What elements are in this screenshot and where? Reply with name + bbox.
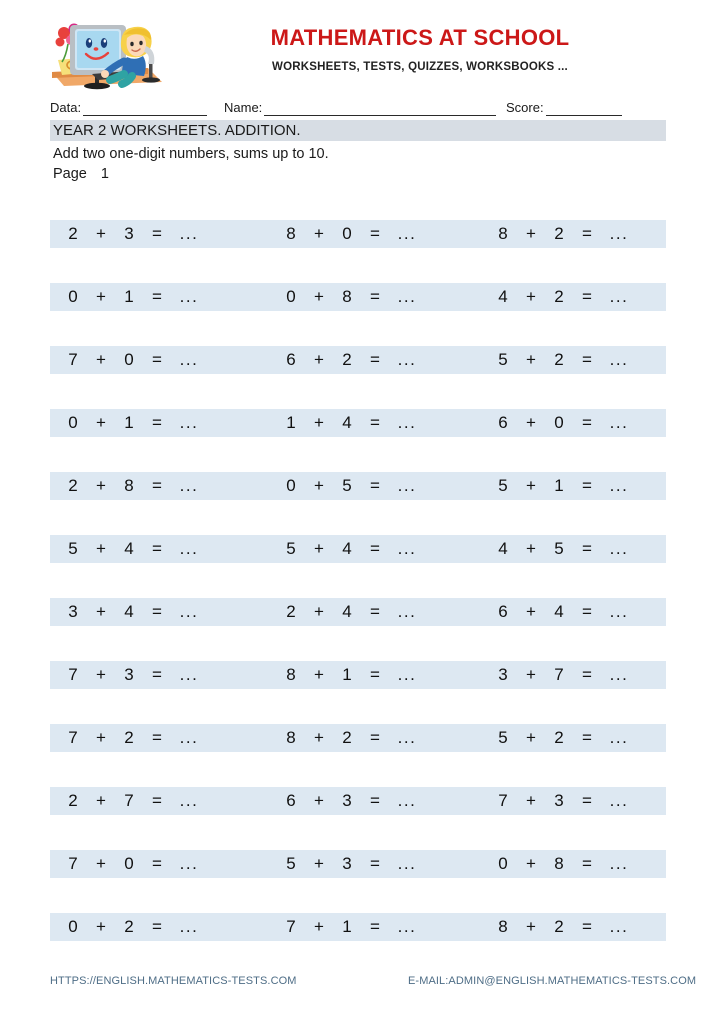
second-operand: 0 [342,224,352,243]
equals-sign: = [152,728,162,747]
addition-problem [278,598,424,626]
plus-sign: + [96,917,106,936]
equals-sign: = [152,350,162,369]
answer-blank[interactable]: ... [397,350,417,369]
second-operand: 0 [124,350,134,369]
second-operand: 2 [124,917,134,936]
problem-grid [50,220,666,976]
plus-sign: + [314,350,324,369]
second-operand: 4 [124,539,134,558]
second-operand: 3 [124,224,134,243]
answer-blank[interactable]: ... [179,539,199,558]
problem-row [50,850,666,878]
second-operand: 1 [342,917,352,936]
answer-blank[interactable]: ... [609,350,629,369]
first-operand: 5 [498,728,508,747]
answer-blank[interactable]: ... [179,413,199,432]
addition-problem [278,913,424,941]
equals-sign: = [370,854,380,873]
second-operand: 8 [124,476,134,495]
addition-problem [490,913,636,941]
answer-blank[interactable]: ... [397,539,417,558]
second-operand: 4 [124,602,134,621]
problem-row [50,346,666,374]
problem-row [50,283,666,311]
answer-blank[interactable]: ... [179,224,199,243]
second-operand: 2 [124,728,134,747]
plus-sign: + [314,665,324,684]
plus-sign: + [314,854,324,873]
worksheet-heading: YEAR 2 WORKSHEETS. ADDITION. [53,122,301,139]
answer-blank[interactable]: ... [609,917,629,936]
plus-sign: + [314,602,324,621]
plus-sign: + [314,728,324,747]
second-operand: 3 [342,854,352,873]
first-operand: 5 [498,476,508,495]
addition-problem [278,661,424,689]
second-operand: 1 [342,665,352,684]
first-operand: 1 [286,413,296,432]
equals-sign: = [582,791,592,810]
equals-sign: = [152,413,162,432]
equals-sign: = [370,413,380,432]
equals-sign: = [370,476,380,495]
plus-sign: + [96,791,106,810]
page-subtitle: WORKSHEETS, TESTS, QUIZZES, WORKSBOOKS ... [272,61,568,73]
addition-problem [278,346,424,374]
first-operand: 2 [68,791,78,810]
addition-problem [60,787,206,815]
child-at-computer-logo [44,16,168,92]
plus-sign: + [314,476,324,495]
addition-problem [490,598,636,626]
addition-problem [60,220,206,248]
addition-problem [60,913,206,941]
name-label: Name: [224,100,263,115]
second-operand: 4 [342,539,352,558]
equals-sign: = [152,917,162,936]
first-operand: 6 [498,602,508,621]
addition-problem [60,472,206,500]
answer-blank[interactable]: ... [397,791,417,810]
plus-sign: + [96,728,106,747]
first-operand: 0 [68,917,78,936]
date-label: Data: [50,100,82,115]
answer-blank[interactable]: ... [609,602,629,621]
answer-blank[interactable]: ... [179,917,199,936]
first-operand: 3 [68,602,78,621]
plus-sign: + [96,539,106,558]
first-operand: 7 [498,791,508,810]
plus-sign: + [526,539,536,558]
plus-sign: + [96,287,106,306]
second-operand: 4 [342,413,352,432]
second-operand: 3 [342,791,352,810]
plus-sign: + [526,224,536,243]
answer-blank[interactable]: ... [609,665,629,684]
answer-blank[interactable]: ... [397,602,417,621]
second-operand: 1 [554,476,564,495]
second-operand: 5 [554,539,564,558]
addition-problem [490,724,636,752]
equals-sign: = [152,539,162,558]
addition-problem [490,409,636,437]
answer-blank[interactable]: ... [609,476,629,495]
answer-blank[interactable]: ... [179,665,199,684]
plus-sign: + [526,728,536,747]
second-operand: 1 [124,413,134,432]
equals-sign: = [152,854,162,873]
plus-sign: + [96,854,106,873]
answer-blank[interactable]: ... [397,224,417,243]
name-field[interactable] [224,100,496,116]
plus-sign: + [526,854,536,873]
equals-sign: = [370,602,380,621]
first-operand: 0 [68,413,78,432]
plus-sign: + [526,917,536,936]
answer-blank[interactable]: ... [609,728,629,747]
page-indicator [53,165,109,183]
plus-sign: + [96,476,106,495]
problem-row [50,472,666,500]
first-operand: 5 [498,350,508,369]
plus-sign: + [314,224,324,243]
addition-problem [60,283,206,311]
equals-sign: = [152,791,162,810]
plus-sign: + [96,602,106,621]
plus-sign: + [96,665,106,684]
answer-blank[interactable]: ... [609,413,629,432]
first-operand: 8 [498,224,508,243]
plus-sign: + [96,224,106,243]
answer-blank[interactable]: ... [397,413,417,432]
problem-row [50,661,666,689]
answer-blank[interactable]: ... [609,791,629,810]
addition-problem [60,535,206,563]
problem-row [50,409,666,437]
equals-sign: = [370,287,380,306]
addition-problem [278,283,424,311]
second-operand: 3 [124,665,134,684]
answer-blank[interactable]: ... [179,350,199,369]
addition-problem [60,346,206,374]
second-operand: 2 [554,224,564,243]
addition-problem [278,472,424,500]
first-operand: 6 [286,791,296,810]
addition-problem [490,472,636,500]
answer-blank[interactable]: ... [609,287,629,306]
plus-sign: + [526,476,536,495]
answer-blank[interactable]: ... [179,728,199,747]
equals-sign: = [152,224,162,243]
equals-sign: = [370,917,380,936]
answer-blank[interactable]: ... [397,917,417,936]
answer-blank[interactable]: ... [397,287,417,306]
plus-sign: + [314,539,324,558]
second-operand: 4 [342,602,352,621]
problem-row [50,535,666,563]
equals-sign: = [582,413,592,432]
second-operand: 0 [554,413,564,432]
addition-problem [60,661,206,689]
equals-sign: = [582,854,592,873]
equals-sign: = [582,728,592,747]
score-field[interactable] [506,100,622,116]
answer-blank[interactable]: ... [179,791,199,810]
equals-sign: = [370,791,380,810]
second-operand: 0 [124,854,134,873]
answer-blank[interactable]: ... [397,665,417,684]
equals-sign: = [582,287,592,306]
plus-sign: + [96,413,106,432]
plus-sign: + [96,350,106,369]
score-label: Score: [506,100,544,115]
page-footer [0,975,724,995]
equals-sign: = [152,665,162,684]
problem-row [50,913,666,941]
addition-problem [278,787,424,815]
problem-row [50,724,666,752]
equals-sign: = [370,350,380,369]
second-operand: 7 [554,665,564,684]
addition-problem [60,724,206,752]
first-operand: 6 [498,413,508,432]
first-operand: 5 [286,539,296,558]
first-operand: 0 [498,854,508,873]
equals-sign: = [582,539,592,558]
second-operand: 8 [342,287,352,306]
second-operand: 2 [554,917,564,936]
addition-problem [60,409,206,437]
answer-blank[interactable]: ... [179,476,199,495]
first-operand: 2 [286,602,296,621]
second-operand: 2 [554,350,564,369]
addition-problem [490,283,636,311]
addition-problem [278,409,424,437]
plus-sign: + [526,287,536,306]
answer-blank[interactable]: ... [179,854,199,873]
addition-problem [278,724,424,752]
second-operand: 2 [342,350,352,369]
plus-sign: + [526,665,536,684]
addition-problem [60,850,206,878]
addition-problem [278,535,424,563]
answer-blank[interactable]: ... [397,728,417,747]
page-label: Page [53,166,87,182]
problem-row [50,787,666,815]
date-field[interactable] [50,100,207,116]
problem-row [50,598,666,626]
second-operand: 2 [554,287,564,306]
first-operand: 5 [286,854,296,873]
equals-sign: = [582,476,592,495]
first-operand: 8 [286,224,296,243]
first-operand: 5 [68,539,78,558]
first-operand: 0 [286,476,296,495]
answer-blank[interactable]: ... [397,854,417,873]
score-input-rule[interactable] [546,102,622,116]
equals-sign: = [582,602,592,621]
page-number: 1 [100,166,109,182]
second-operand: 8 [554,854,564,873]
addition-problem [490,661,636,689]
problem-row [50,220,666,248]
first-operand: 7 [68,854,78,873]
addition-problem [490,787,636,815]
first-operand: 7 [68,665,78,684]
name-input-rule[interactable] [264,102,496,116]
second-operand: 7 [124,791,134,810]
equals-sign: = [582,224,592,243]
answer-blank[interactable]: ... [609,854,629,873]
addition-problem [490,346,636,374]
second-operand: 2 [554,728,564,747]
plus-sign: + [314,287,324,306]
first-operand: 8 [286,665,296,684]
worksheet-instruction: Add two one-digit numbers, sums up to 10. [53,146,329,162]
first-operand: 2 [68,224,78,243]
addition-problem [278,220,424,248]
answer-blank[interactable]: ... [609,539,629,558]
equals-sign: = [152,287,162,306]
first-operand: 4 [498,287,508,306]
first-operand: 4 [498,539,508,558]
addition-problem [490,850,636,878]
first-operand: 3 [498,665,508,684]
addition-problem [490,535,636,563]
answer-blank[interactable]: ... [179,287,199,306]
equals-sign: = [370,665,380,684]
first-operand: 7 [68,728,78,747]
plus-sign: + [526,350,536,369]
equals-sign: = [370,539,380,558]
addition-problem [490,220,636,248]
date-input-rule[interactable] [83,102,207,116]
second-operand: 5 [342,476,352,495]
first-operand: 8 [286,728,296,747]
second-operand: 1 [124,287,134,306]
first-operand: 8 [498,917,508,936]
equals-sign: = [582,665,592,684]
student-info-line [50,100,666,120]
first-operand: 7 [286,917,296,936]
answer-blank[interactable]: ... [179,602,199,621]
plus-sign: + [314,413,324,432]
first-operand: 6 [286,350,296,369]
answer-blank[interactable]: ... [609,224,629,243]
addition-problem [278,850,424,878]
first-operand: 2 [68,476,78,495]
title-block [170,24,670,73]
answer-blank[interactable]: ... [397,476,417,495]
addition-problem [60,598,206,626]
equals-sign: = [370,728,380,747]
equals-sign: = [370,224,380,243]
equals-sign: = [152,602,162,621]
plus-sign: + [314,791,324,810]
equals-sign: = [152,476,162,495]
page-header [0,0,724,96]
plus-sign: + [526,791,536,810]
footer-website-link[interactable]: HTTPS://ENGLISH.MATHEMATICS-TESTS.COM [50,975,297,987]
second-operand: 2 [342,728,352,747]
equals-sign: = [582,350,592,369]
page-title: MATHEMATICS AT SCHOOL [270,25,570,50]
first-operand: 0 [68,287,78,306]
worksheet-heading-bar [50,120,666,141]
plus-sign: + [314,917,324,936]
plus-sign: + [526,602,536,621]
second-operand: 4 [554,602,564,621]
first-operand: 7 [68,350,78,369]
equals-sign: = [582,917,592,936]
footer-email-link[interactable]: E-MAIL:ADMIN@ENGLISH.MATHEMATICS-TESTS.COM [408,975,697,987]
first-operand: 0 [286,287,296,306]
plus-sign: + [526,413,536,432]
second-operand: 3 [554,791,564,810]
